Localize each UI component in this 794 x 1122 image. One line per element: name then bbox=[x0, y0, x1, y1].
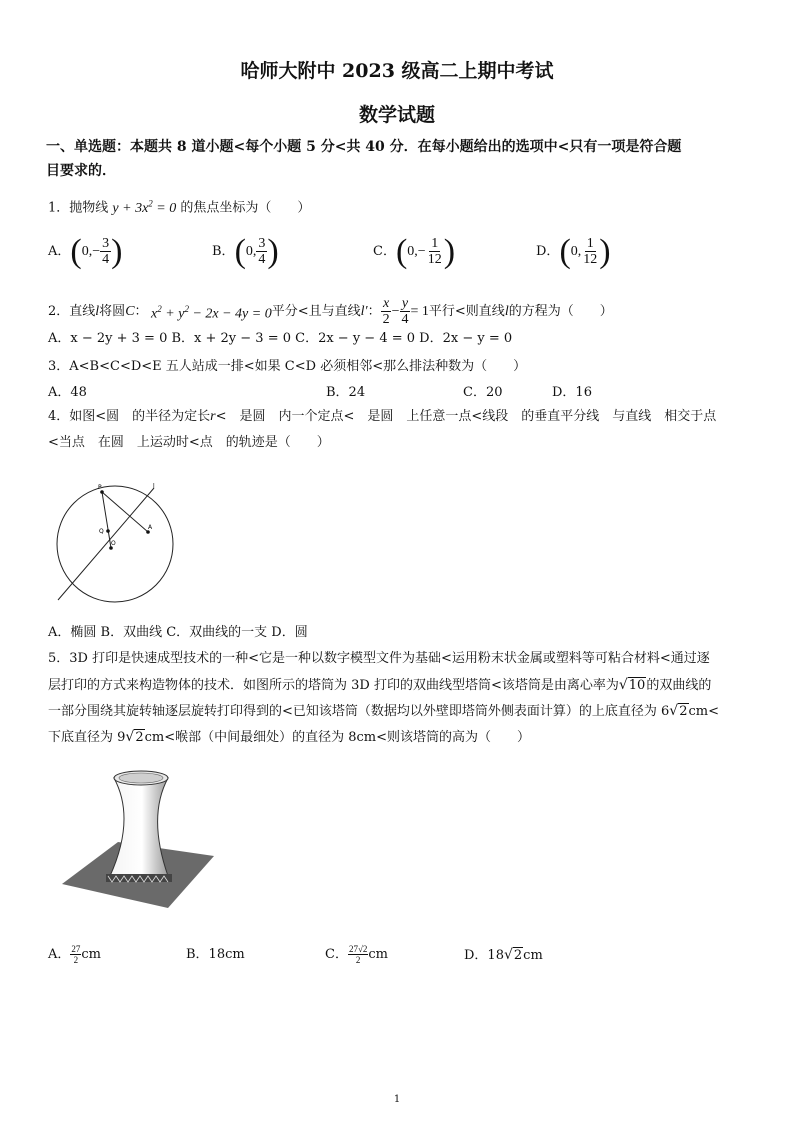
question-4-cont: <当点 在圆 上运动时<点 的轨迹是（ ） bbox=[48, 435, 330, 450]
q5-option-d[interactable]: D．18√2cm bbox=[464, 947, 543, 963]
circle-figure bbox=[50, 478, 190, 608]
q4-options[interactable]: A．椭圆 B．双曲线 C．双曲线的一支 D．圆 bbox=[48, 625, 308, 640]
question-5-line4: 下底直径为 9√2cm<喉部（中间最细处）的直径为 8cm<则该塔筒的高为（ ） bbox=[48, 729, 531, 745]
page-number: 1 bbox=[393, 1094, 401, 1105]
question-1: 1．抛物线 $y + 3x^2 = 0$ 的焦点坐标为（ ） bbox=[48, 198, 311, 216]
q1-option-a[interactable]: A． ( 0,− $\frac{3}{4}$ ) bbox=[48, 232, 123, 270]
label-l: l bbox=[153, 483, 155, 490]
q1-equation: $y + 3x^2 = 0$ bbox=[112, 198, 177, 216]
q1-option-c[interactable]: C． ( 0,− $\frac{1}{12}$ ) bbox=[373, 232, 456, 270]
tower-figure bbox=[58, 766, 218, 912]
question-4: 4．如图<圆 的半径为定长r< 是圆 内一个定点< 是圆 上任意一点<线段 的垂直平分线 与直线 相交于点 bbox=[48, 409, 717, 424]
q3-option-a[interactable]: A．48 bbox=[48, 385, 87, 400]
q2-circle-eq: $x^2 + y^2 - 2x - 4y = 0$ bbox=[147, 303, 272, 322]
section-heading-cont: 目要求的． bbox=[46, 163, 116, 179]
q3-option-c[interactable]: C．20 bbox=[463, 385, 503, 400]
q5-option-a[interactable]: A． $\frac{27}{2}$ cm bbox=[48, 944, 101, 965]
question-2: 2．直线 l 将圆 C ： $x^2 + y^2 - 2x - 4y = 0$ 平分<且与直线 l′ ： $\frac{x}{2}$ − $\frac{y}{4}$ = 1 平行<则直线 l 的方程为（ ） bbox=[48, 296, 613, 327]
segment-pa bbox=[102, 492, 148, 532]
question-5: 5．3D 打印是快速成型技术的一种<它是一种以数字模型文件为基础<运用粉末状金属或塑料等可粘合材料<通过逐 bbox=[48, 651, 710, 666]
segment-po bbox=[102, 492, 111, 548]
question-3: 3．A<B<C<D<E 五人站成一排<如果 C<D 必须相邻<那么排法种数为（ ） bbox=[48, 359, 527, 374]
q5-option-b[interactable]: B．18cm bbox=[186, 947, 245, 962]
question-5-line3: 一部分围绕其旋转轴逐层旋转打印得到的<已知该塔筒（数据均以外壁即塔筒外侧表面计算）的上底直径为 6√2cm< bbox=[48, 703, 720, 719]
label-o: O bbox=[111, 540, 116, 547]
q1-option-b[interactable]: B． ( 0, $\frac{3}{4}$ ) bbox=[212, 232, 279, 270]
point-q bbox=[106, 529, 110, 533]
question-5-line2: 层打印的方式来构造物体的技术．如图所示的塔筒为 3D 打印的双曲线型塔筒<该塔筒是由离心率为√10的双曲线的 bbox=[48, 677, 712, 693]
q5-option-c[interactable]: C． $\frac{27√2}{2}$ cm bbox=[325, 944, 389, 965]
exam-subtitle: 数学试题 bbox=[358, 104, 435, 126]
section-heading: 一、单选题：本题共 8 道小题<每个小题 5 分<共 40 分．在每小题给出的选项中<只有一项是符合题 bbox=[46, 139, 682, 155]
label-a: A bbox=[148, 524, 153, 531]
q2-options[interactable]: A．x − 2y + 3 = 0 B．x + 2y − 3 = 0 C．2x − y − 4 = 0 D．2x − y = 0 bbox=[48, 331, 513, 346]
exam-title: 哈师大附中 2023 级高二上期中考试 bbox=[240, 60, 554, 82]
q3-option-b[interactable]: B．24 bbox=[326, 385, 366, 400]
label-p: P bbox=[98, 484, 102, 491]
tower-top-inner bbox=[119, 773, 163, 783]
q1-option-d[interactable]: D． ( 0, $\frac{1}{12}$ ) bbox=[536, 232, 611, 270]
tower-shell bbox=[110, 778, 168, 876]
label-q: Q bbox=[99, 528, 104, 535]
q3-option-d[interactable]: D．16 bbox=[552, 385, 592, 400]
